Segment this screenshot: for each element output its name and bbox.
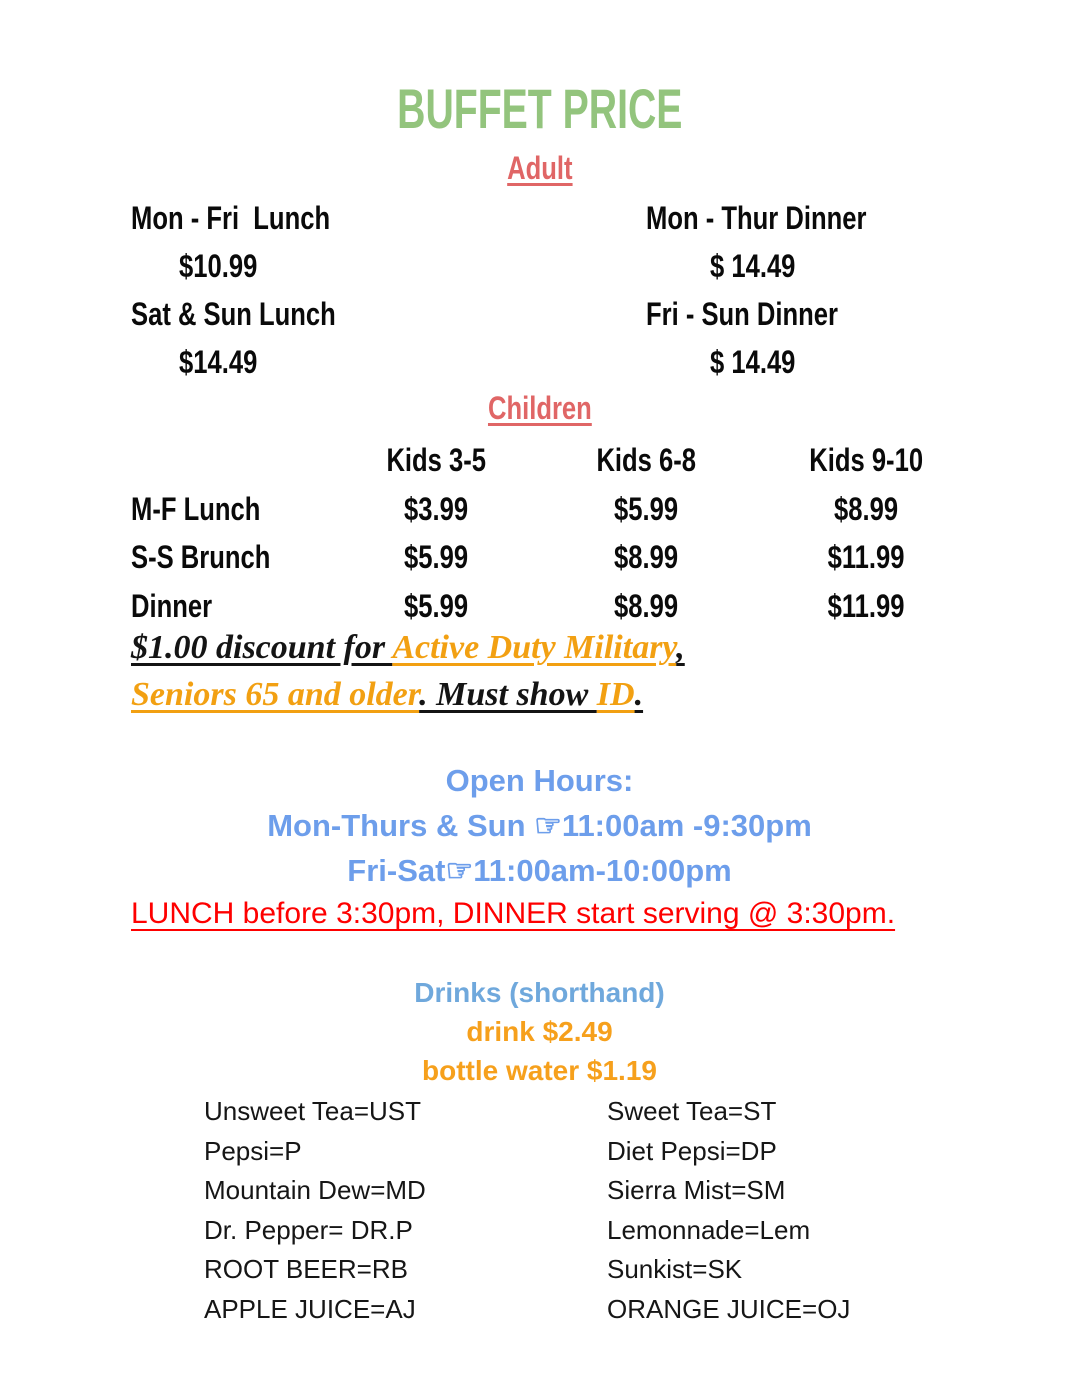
bottle-water-price-line: bottle water $1.19	[422, 1055, 657, 1086]
drink-item: Unsweet Tea=UST	[204, 1096, 422, 1126]
adult-heading	[0, 150, 1079, 187]
kids-row-label-dinner: Dinner	[131, 587, 213, 624]
drink-item: APPLE JUICE=AJ	[204, 1293, 416, 1324]
adult-lunch-weekday-price: $10.99	[179, 248, 258, 284]
children-heading-text: Children	[487, 390, 592, 426]
adult-lunch-block	[131, 194, 387, 386]
kids-price: $5.99	[613, 490, 679, 527]
kids-price: $11.99	[827, 539, 905, 575]
kids-col-header-6-8: Kids 6-8	[596, 442, 696, 478]
adult-dinner-weekday-label: Mon - Thur Dinner	[646, 200, 867, 236]
drink-item: Mountain Dew=MD	[204, 1175, 426, 1205]
drink-item: Dr. Pepper= DR.P	[204, 1214, 413, 1245]
adult-dinner-block	[646, 194, 922, 386]
adult-lunch-weekday-label: Mon - Fri Lunch	[131, 200, 331, 236]
kids-price: $5.99	[403, 587, 469, 624]
drinks-shorthand-left-column	[204, 1092, 426, 1329]
adult-dinner-weekday-price: $ 14.49	[710, 248, 796, 284]
drink-item: Sierra Mist=SM	[607, 1175, 786, 1205]
drink-item: Pepsi=P	[204, 1135, 302, 1166]
kids-price: $11.99	[827, 587, 905, 624]
drinks-heading: Drinks (shorthand)	[414, 977, 665, 1008]
open-hours-weekend-line: Fri-Sat☞11:00am-10:00pm	[347, 853, 732, 888]
open-hours-heading: Open Hours:	[445, 763, 634, 798]
open-hours-weekday-line: Mon-Thurs & Sun ☞11:00am -9:30pm	[267, 808, 812, 843]
kids-price: $5.99	[403, 539, 469, 575]
adult-lunch-weekend-label: Sat & Sun Lunch	[131, 296, 336, 332]
drink-item: ROOT BEER=RB	[204, 1254, 408, 1284]
children-heading	[0, 390, 1079, 427]
drink-item: ORANGE JUICE=OJ	[607, 1293, 851, 1324]
discount-line-2: Seniors 65 and older. Must show ID.	[131, 676, 644, 713]
kids-col-header-3-5: Kids 3-5	[386, 442, 486, 478]
kids-row-label-ss-brunch: S-S Brunch	[131, 539, 271, 575]
kids-row-label-mf-lunch: M-F Lunch	[131, 490, 261, 527]
kids-col-header-9-10: Kids 9-10	[809, 442, 923, 478]
adult-heading-text: Adult	[506, 150, 573, 186]
kids-price: $3.99	[403, 490, 469, 527]
page-title-text: BUFFET PRICE	[396, 77, 683, 140]
adult-dinner-weekend-label: Fri - Sun Dinner	[646, 296, 838, 332]
drinks-shorthand-right-column	[607, 1092, 850, 1329]
adult-dinner-weekend-price: $ 14.49	[710, 344, 796, 380]
kids-price: $8.99	[833, 490, 899, 527]
kids-table-corner	[131, 436, 331, 485]
discount-line-1: $1.00 discount for Active Duty Military,	[131, 629, 685, 666]
drink-item: Lemonnade=Lem	[607, 1214, 811, 1245]
adult-lunch-weekend-price: $14.49	[179, 344, 258, 380]
kids-price: $8.99	[613, 587, 679, 624]
drink-item: Sweet Tea=ST	[607, 1096, 777, 1126]
drink-price-line: drink $2.49	[466, 1016, 613, 1047]
drink-item: Sunkist=SK	[607, 1254, 743, 1284]
drink-item: Diet Pepsi=DP	[607, 1135, 777, 1166]
kids-price: $8.99	[613, 539, 679, 575]
discount-note	[131, 624, 685, 718]
serving-notice: LUNCH before 3:30pm, DINNER start serving @ 3:30pm.	[131, 897, 896, 930]
page-title	[0, 76, 1079, 141]
children-price-table	[131, 436, 981, 630]
